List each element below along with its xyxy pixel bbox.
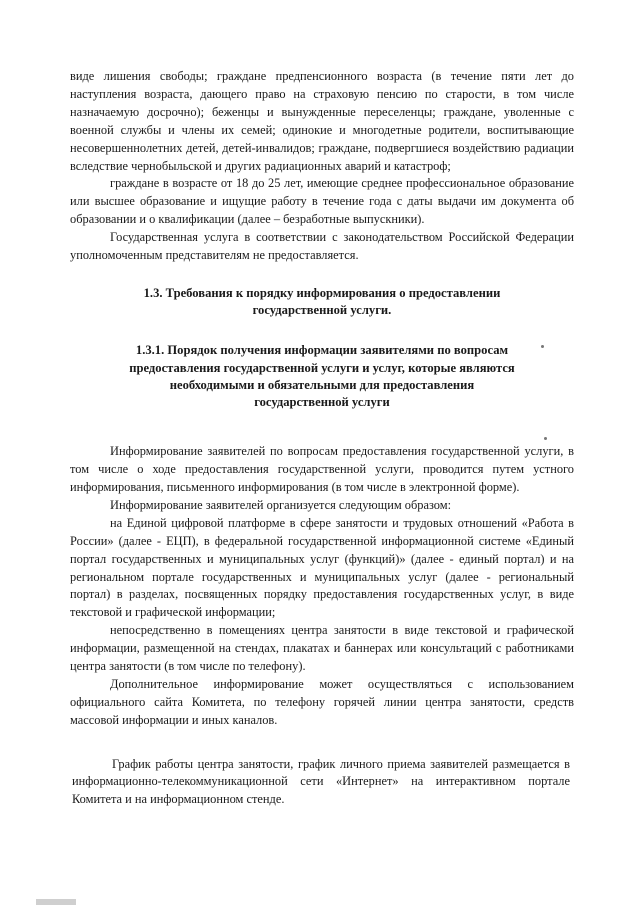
section-heading-1-3 bbox=[70, 285, 574, 319]
heading-1-3-1-line-4: государственной услуги bbox=[254, 394, 390, 409]
heading-1-3-line-1: 1.3. Требования к порядку информирования о предоставлении bbox=[143, 285, 501, 300]
heading-1-3-1-line-3: необходимыми и обязательными для предоставления bbox=[169, 377, 475, 392]
scan-dot-mark bbox=[541, 345, 544, 348]
heading-1-3-1-line-2: предоставления государственной услуги и услуг, которые являются bbox=[129, 360, 515, 375]
scan-dot-mark bbox=[544, 437, 547, 440]
paragraph-representatives: Государственная услуга в соответствии с законодательством Российской Федерации уполномоченным представителям не предоставляется. bbox=[70, 230, 574, 263]
section-heading-1-3-1 bbox=[70, 342, 574, 411]
section-body bbox=[70, 443, 574, 730]
paragraph-categories: виде лишения свободы; граждане предпенсионного возраста (в течение пяти лет до наступления возраста, дающего право на страховую пенсию по старости, в том числе назначаемую досрочно); беженцы и вынужденные переселенцы; граждане, уволенные с военной службы и члены их семей; одинокие и многодетные родители, воспитывающие несовершеннолетних детей, детей-инвалидов; граждане, подвергшиеся воздействию радиации вследствие чернобыльской и других радиационных аварий и катастроф; bbox=[70, 69, 574, 173]
scan-edge-artifact bbox=[36, 899, 76, 905]
paragraph-portals: на Единой цифровой платформе в сфере занятости и трудовых отношений «Работа в России» (далее - ЕЦП), в федеральной государственной информационной системе «Единый портал государственных и муниципальных услуг (функций)» (далее - единый портал) и на региональном портале государственных и муниципальных услуг (далее - региональный портал) в разделах, посвященных порядку предоставления государственных услуг, в виде текстовой и графической информации; bbox=[70, 515, 574, 620]
paragraph-premises: непосредственно в помещениях центра занятости в виде текстовой и графической информации, размещенной на стендах, плакатах и баннерах или консультаций с работниками центра занятости (в том числе по телефону). bbox=[70, 623, 574, 674]
paragraph-graduates: граждане в возрасте от 18 до 25 лет, имеющие среднее профессиональное образование или высшее образование и ищущие работу в течение года с даты выдачи им документа об образовании и о квалификации (далее – безработные выпускники). bbox=[70, 176, 574, 227]
paragraph-schedule: График работы центра занятости, график личного приема заявителей размещается в информационно-телекоммуникационной сети «Интернет» на интерактивном портале Комитета и на информационном стенде. bbox=[72, 756, 570, 806]
paragraph-organization: Информирование заявителей организуется следующим образом: bbox=[110, 497, 452, 512]
document-page bbox=[70, 68, 574, 808]
paragraph-informing: Информирование заявителей по вопросам предоставления государственной услуги, в том числе о ходе предоставления государственной услуги, проводится путем устного информирования, письменного информирования (в том числе в электронной форме). bbox=[70, 444, 574, 494]
section-schedule bbox=[70, 756, 574, 809]
heading-1-3-1-line-1: 1.3.1. Порядок получения информации заявителями по вопросам bbox=[135, 343, 509, 358]
heading-1-3-line-2: государственной услуги. bbox=[252, 303, 392, 318]
paragraph-additional: Дополнительное информирование может осуществляться с использованием официального сайта Комитета, по телефону горячей линии центра занятости, средств массовой информации и иных каналов. bbox=[70, 676, 574, 727]
